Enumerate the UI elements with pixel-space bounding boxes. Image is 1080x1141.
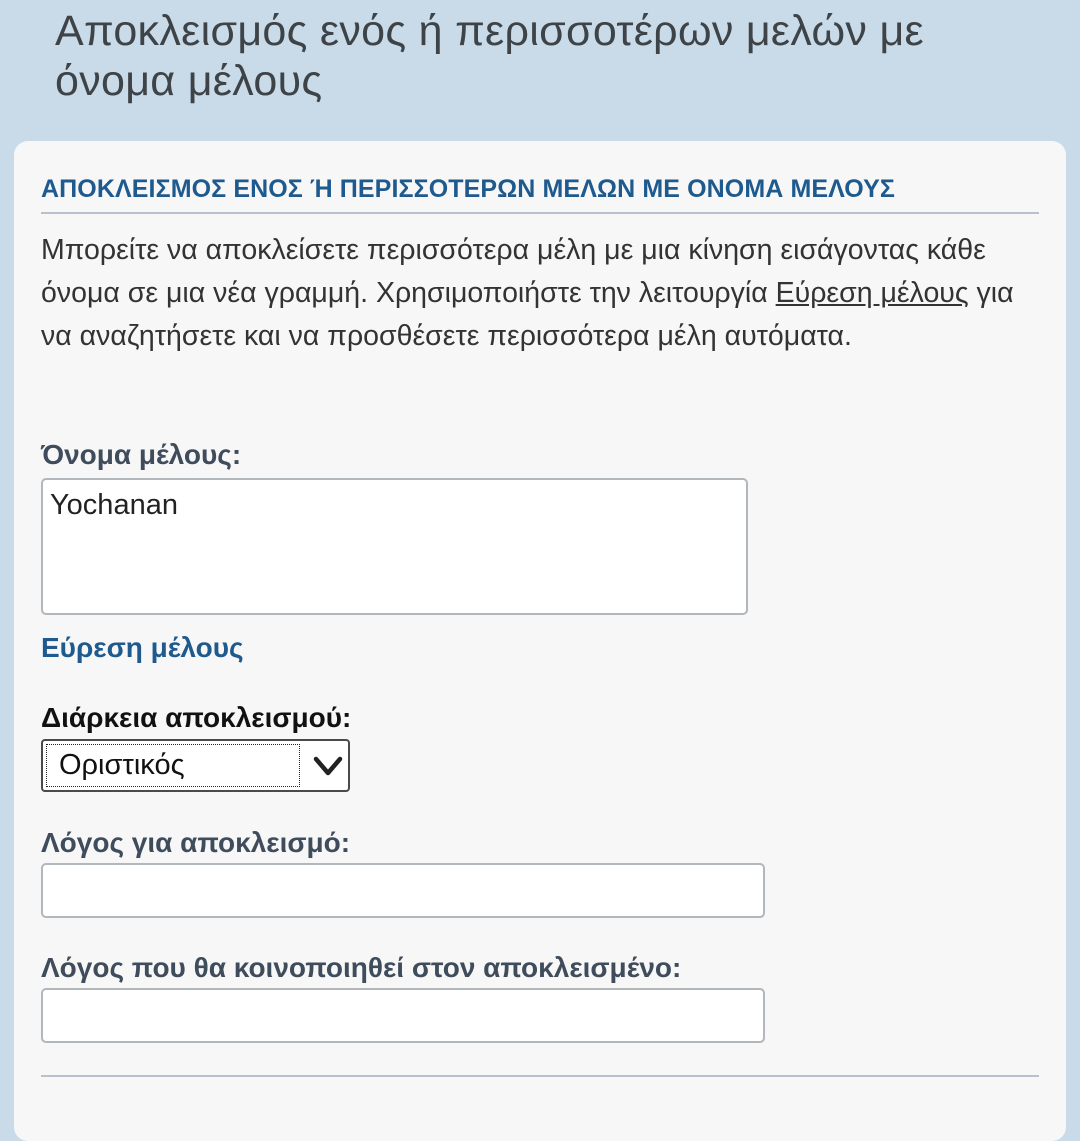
section-title: ΑΠΟΚΛΕΙΣΜΟΣ ΕΝΟΣ Ή ΠΕΡΙΣΣΟΤΕΡΩΝ ΜΕΛΩΝ ΜΕ ΟΝΟΜΑ ΜΕΛΟΥΣ (41, 175, 895, 203)
chevron-down-icon (312, 750, 344, 782)
description-text-end: για να αναζητήσετε και να προσθέσετε περισσότερα μέλη αυτόματα. (41, 277, 1014, 352)
displayed-reason-input[interactable] (41, 988, 765, 1043)
form-divider (41, 1075, 1039, 1077)
ban-duration-selected-value: Οριστικός (46, 744, 300, 787)
ban-form-panel (14, 141, 1066, 1141)
page-title: Αποκλεισμός ενός ή περισσοτέρων μελών με όνομα μέλους (55, 7, 925, 105)
ban-duration-label: Διάρκεια αποκλεισμού: (41, 702, 352, 733)
ban-reason-input[interactable] (41, 863, 765, 918)
ban-reason-label: Λόγος για αποκλεισμό: (41, 827, 351, 858)
username-label: Όνομα μέλους: (41, 439, 242, 470)
ban-duration-select[interactable] (41, 739, 350, 792)
username-textarea[interactable]: Yochanan (41, 478, 748, 615)
find-member-inline-link[interactable]: Εύρεση μέλους (775, 277, 969, 309)
displayed-reason-label: Λόγος που θα κοινοποιηθεί στον αποκλεισμένο: (41, 952, 682, 983)
description-text-start: Μπορείτε να αποκλείσετε περισσότερα μέλη με μια κίνηση εισάγοντας κάθε όνομα σε μια νέα γραμμή. Χρησιμοποιήστε την λειτουργία (41, 234, 986, 309)
find-member-link[interactable]: Εύρεση μέλους (41, 632, 244, 663)
form-description (41, 229, 1026, 358)
section-divider (41, 212, 1039, 214)
